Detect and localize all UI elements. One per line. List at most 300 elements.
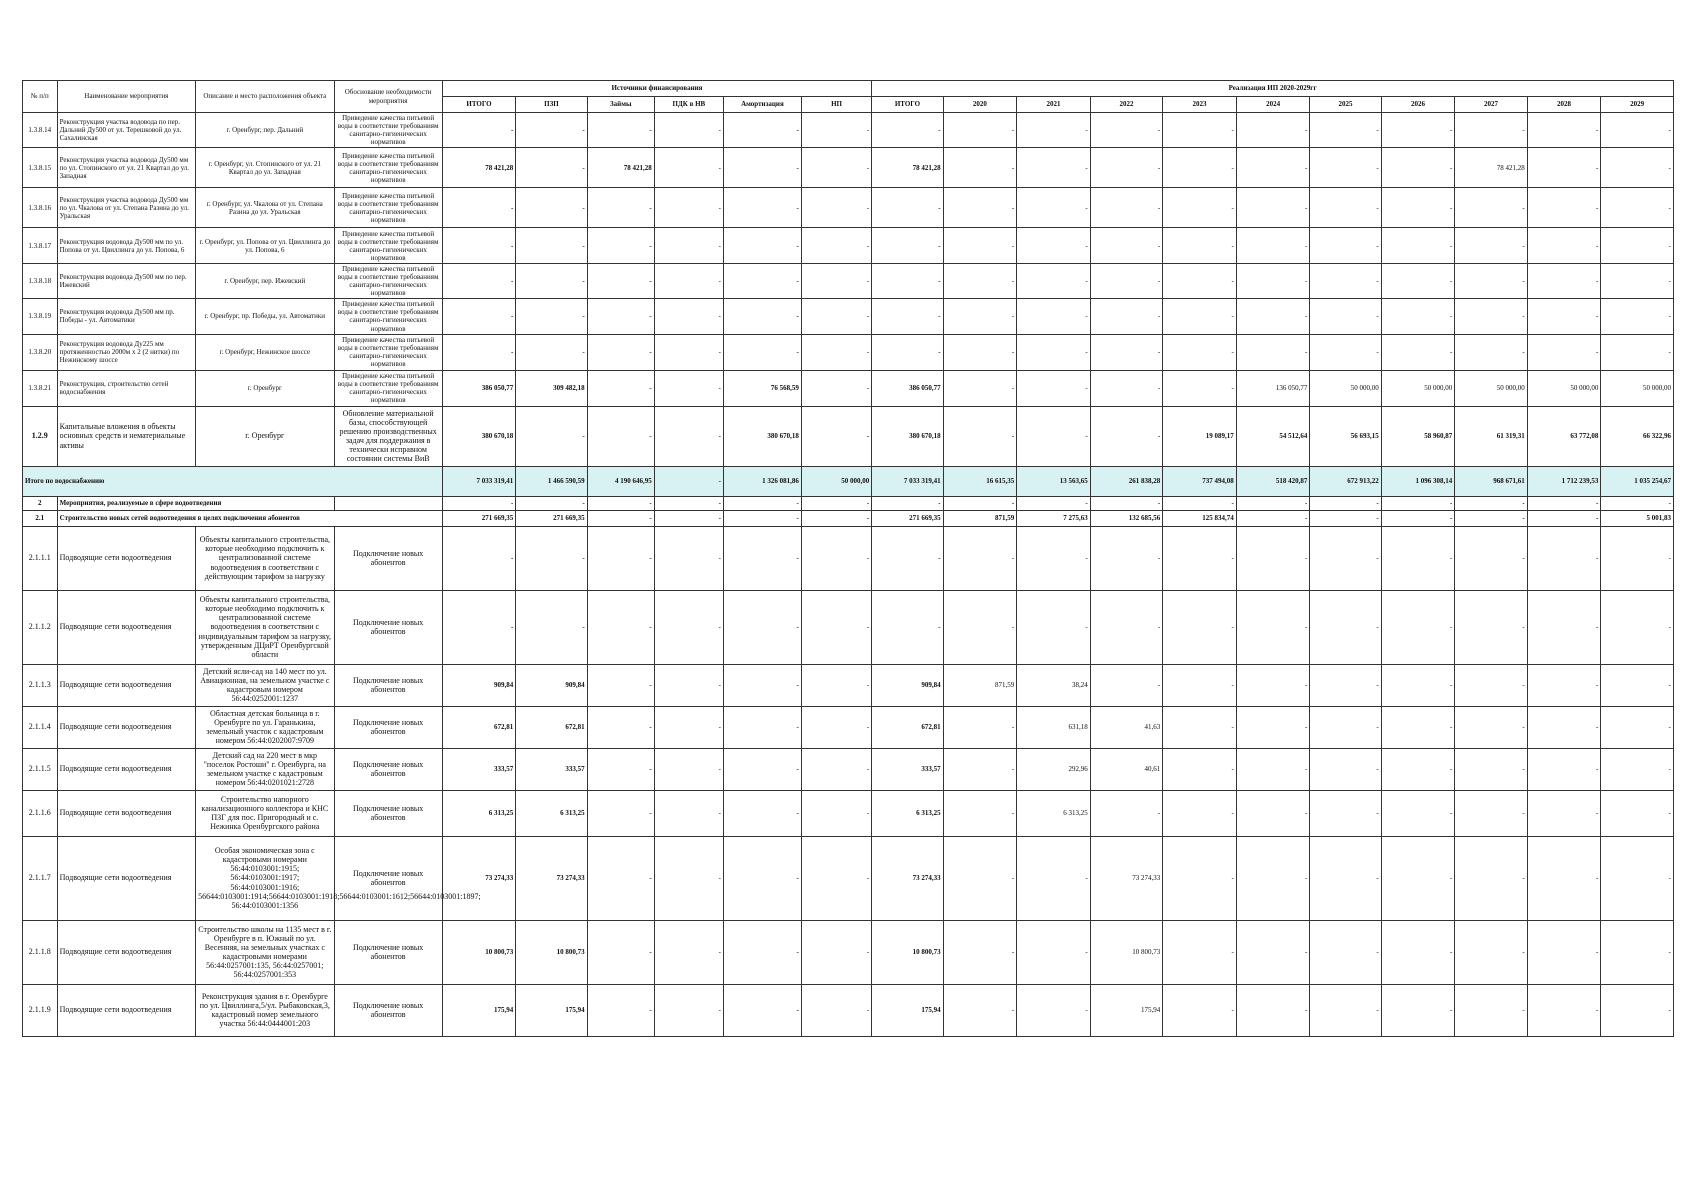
source-value-5: - [801, 984, 871, 1036]
year-value-4: - [1163, 590, 1237, 664]
year-value-5: - [1236, 984, 1310, 1036]
row-number: 2.1.1.8 [23, 920, 58, 984]
source-value-3: - [654, 836, 723, 920]
year-value-10: 50 000,00 [1601, 370, 1674, 406]
year-value-10: - [1601, 496, 1674, 510]
year-value-7: - [1381, 334, 1455, 370]
source-value-5: - [801, 664, 871, 706]
year-value-6: - [1310, 510, 1381, 526]
year-value-7: - [1381, 113, 1455, 148]
measure-justification: Подключение новых абонентов [334, 748, 442, 790]
source-value-4: - [723, 920, 801, 984]
year-value-1: - [943, 113, 1017, 148]
row-number: 1.3.8.14 [23, 113, 58, 148]
year-value-2: - [1017, 984, 1091, 1036]
year-value-1: - [943, 370, 1017, 406]
table-row [23, 984, 1674, 1036]
total-label: Итого по водоснабжению [23, 466, 443, 496]
source-value-2: - [587, 706, 654, 748]
year-value-4: - [1163, 334, 1237, 370]
measure-name: Подводящие сети водоотведения [57, 526, 195, 590]
year-value-2: - [1017, 228, 1091, 264]
source-value-4: - [723, 526, 801, 590]
year-value-5: - [1236, 113, 1310, 148]
source-value-3: - [654, 113, 723, 148]
table-row [23, 748, 1674, 790]
header-year-1: 2020 [943, 97, 1017, 113]
year-value-0: - [872, 334, 943, 370]
header-year-7: 2026 [1381, 97, 1455, 113]
year-value-0: 7 033 319,41 [872, 466, 943, 496]
object-location: г. Оренбург, пер. Ижевский [196, 264, 334, 299]
source-value-1: 175,94 [516, 984, 587, 1036]
year-value-1: - [943, 264, 1017, 299]
source-value-4: - [723, 113, 801, 148]
year-value-8: - [1455, 790, 1527, 836]
year-value-5: 54 512,64 [1236, 406, 1310, 466]
year-value-8: - [1455, 526, 1527, 590]
year-value-2: 292,96 [1017, 748, 1091, 790]
source-value-4: 380 670,18 [723, 406, 801, 466]
measure-justification: Приведение качества питьевой воды в соответствие требованиям санитарно-гигиенических нормативов [334, 188, 442, 228]
measure-justification: Обновление материальной базы, способствующей решению производственных задач для поддержания в технически исправном состоянии системы ВиВ [334, 406, 442, 466]
year-value-4: 737 494,08 [1163, 466, 1237, 496]
year-value-8: - [1455, 299, 1527, 334]
year-value-1: 871,59 [943, 664, 1017, 706]
year-value-4: - [1163, 188, 1237, 228]
header-implementation-group: Реализация ИП 2020-2029гг [872, 81, 1674, 97]
year-value-0: 333,57 [872, 748, 943, 790]
object-location: г. Оренбург, ул. Чкалова от ул. Степана Разина до ул. Уральская [196, 188, 334, 228]
year-value-1: - [943, 148, 1017, 188]
year-value-0: 78 421,28 [872, 148, 943, 188]
year-value-3: 73 274,33 [1090, 836, 1162, 920]
source-value-5: - [801, 526, 871, 590]
source-value-1: - [516, 526, 587, 590]
table-row [23, 510, 1674, 526]
year-value-1: - [943, 228, 1017, 264]
row-number: 2.1 [23, 510, 58, 526]
measure-justification: Приведение качества питьевой воды в соответствие требованиям санитарно-гигиенических нормативов [334, 113, 442, 148]
year-value-0: 672,81 [872, 706, 943, 748]
measure-justification: Подключение новых абонентов [334, 526, 442, 590]
source-value-2: - [587, 790, 654, 836]
year-value-2: 631,18 [1017, 706, 1091, 748]
measure-name: Подводящие сети водоотведения [57, 590, 195, 664]
year-value-0: - [872, 113, 943, 148]
source-value-4: - [723, 590, 801, 664]
source-value-1: - [516, 590, 587, 664]
year-value-10: 66 322,96 [1601, 406, 1674, 466]
header-year-2: 2021 [1017, 97, 1091, 113]
measure-name: Реконструкция водовода Ду500 мм по ул. Попова от ул. Цвиллинга до ул. Попова, 6 [57, 228, 195, 264]
year-value-6: - [1310, 706, 1381, 748]
year-value-5: 136 050,77 [1236, 370, 1310, 406]
source-value-5: - [801, 264, 871, 299]
year-value-5: - [1236, 706, 1310, 748]
year-value-5: - [1236, 790, 1310, 836]
year-value-9: - [1527, 790, 1601, 836]
year-value-5: - [1236, 148, 1310, 188]
row-number: 1.3.8.17 [23, 228, 58, 264]
source-value-2: - [587, 334, 654, 370]
year-value-9: 63 772,08 [1527, 406, 1601, 466]
year-value-7: 50 000,00 [1381, 370, 1455, 406]
year-value-7: - [1381, 836, 1455, 920]
source-value-2: - [587, 510, 654, 526]
row-number: 1.3.8.18 [23, 264, 58, 299]
source-value-2: - [587, 264, 654, 299]
year-value-0: - [872, 590, 943, 664]
source-value-3: - [654, 466, 723, 496]
year-value-0: - [872, 264, 943, 299]
year-value-10: - [1601, 920, 1674, 984]
year-value-7: 1 096 308,14 [1381, 466, 1455, 496]
year-value-3: - [1090, 496, 1162, 510]
source-value-0: - [442, 113, 516, 148]
source-value-2: - [587, 496, 654, 510]
source-value-4: - [723, 510, 801, 526]
year-value-0: - [872, 188, 943, 228]
year-value-7: - [1381, 526, 1455, 590]
source-value-0: 7 033 319,41 [442, 466, 516, 496]
source-value-3: - [654, 526, 723, 590]
year-value-0: - [872, 496, 943, 510]
year-value-1: - [943, 526, 1017, 590]
object-location: г. Оренбург [196, 406, 334, 466]
row-number: 1.2.9 [23, 406, 58, 466]
year-value-2: - [1017, 334, 1091, 370]
source-value-1: - [516, 228, 587, 264]
year-value-2: - [1017, 496, 1091, 510]
source-value-1: 909,84 [516, 664, 587, 706]
object-location: Областная детская больница в г. Оренбурге по ул. Гаранькина, земельный участок с кадастровым номером 56:44:0202007:9709 [196, 706, 334, 748]
year-value-2: - [1017, 188, 1091, 228]
measure-justification: Подключение новых абонентов [334, 790, 442, 836]
year-value-9: - [1527, 984, 1601, 1036]
measure-name: Реконструкция участка водовода по пер. Дальний Ду500 от ул. Терешковой до ул. Сахалинская [57, 113, 195, 148]
table-row [23, 920, 1674, 984]
year-value-3: 40,61 [1090, 748, 1162, 790]
table-row [23, 706, 1674, 748]
source-value-4: - [723, 299, 801, 334]
measure-name: Подводящие сети водоотведения [57, 664, 195, 706]
year-value-9: - [1527, 228, 1601, 264]
source-value-0: - [442, 526, 516, 590]
year-value-6: - [1310, 299, 1381, 334]
year-value-0: - [872, 228, 943, 264]
header-name: Наименование мероприятия [57, 81, 195, 113]
year-value-10: 5 001,83 [1601, 510, 1674, 526]
measure-justification: Подключение новых абонентов [334, 664, 442, 706]
source-value-5: - [801, 370, 871, 406]
object-location: Строительство школы на 1135 мест в г. Оренбурге в п. Южный по ул. Весенняя, на земельных участках с кадастровыми номерами 56:44:0257001:135, 56:44:0257001; 56:44:0257001:353 [196, 920, 334, 984]
object-location: г. Оренбург, Нежинское шоссе [196, 334, 334, 370]
year-value-7: - [1381, 920, 1455, 984]
source-value-0: 271 669,35 [442, 510, 516, 526]
measure-name: Подводящие сети водоотведения [57, 984, 195, 1036]
year-value-8: 50 000,00 [1455, 370, 1527, 406]
year-value-0: 175,94 [872, 984, 943, 1036]
header-num: № п/п [23, 81, 58, 113]
year-value-5: - [1236, 526, 1310, 590]
source-value-2: 4 190 646,95 [587, 466, 654, 496]
year-value-6: - [1310, 748, 1381, 790]
year-value-0: 10 800,73 [872, 920, 943, 984]
year-value-8: - [1455, 113, 1527, 148]
year-value-0: 386 050,77 [872, 370, 943, 406]
year-value-4: - [1163, 264, 1237, 299]
year-value-7: - [1381, 228, 1455, 264]
source-value-4: - [723, 748, 801, 790]
year-value-8: 968 671,61 [1455, 466, 1527, 496]
source-value-3: - [654, 664, 723, 706]
year-value-5: - [1236, 228, 1310, 264]
year-value-8: - [1455, 496, 1527, 510]
object-location: г. Оренбург, пер. Дальний [196, 113, 334, 148]
source-value-5: - [801, 920, 871, 984]
section-label: Строительство новых сетей водоотведения в целях подключения абонентов [57, 510, 442, 526]
year-value-6: 50 000,00 [1310, 370, 1381, 406]
year-value-7: - [1381, 664, 1455, 706]
source-value-3: - [654, 264, 723, 299]
table-row [23, 496, 1674, 510]
year-value-7: - [1381, 590, 1455, 664]
source-value-5: - [801, 510, 871, 526]
year-value-10: - [1601, 264, 1674, 299]
year-value-6: - [1310, 113, 1381, 148]
year-value-4: - [1163, 526, 1237, 590]
measure-justification: Подключение новых абонентов [334, 590, 442, 664]
year-value-3: - [1090, 113, 1162, 148]
source-value-0: - [442, 299, 516, 334]
year-value-1: - [943, 790, 1017, 836]
year-value-6: - [1310, 334, 1381, 370]
year-value-3: - [1090, 264, 1162, 299]
row-number: 2.1.1.4 [23, 706, 58, 748]
source-value-1: 309 482,18 [516, 370, 587, 406]
year-value-9: - [1527, 264, 1601, 299]
year-value-10: - [1601, 188, 1674, 228]
source-value-3: - [654, 496, 723, 510]
year-value-10: - [1601, 984, 1674, 1036]
year-value-10: - [1601, 526, 1674, 590]
measure-name: Подводящие сети водоотведения [57, 790, 195, 836]
source-value-1: - [516, 148, 587, 188]
year-value-5: 518 420,87 [1236, 466, 1310, 496]
year-value-3: - [1090, 299, 1162, 334]
year-value-4: - [1163, 984, 1237, 1036]
source-value-4: - [723, 836, 801, 920]
source-value-4: - [723, 188, 801, 228]
source-value-3: - [654, 334, 723, 370]
header-year-4: 2023 [1163, 97, 1237, 113]
year-value-2: - [1017, 370, 1091, 406]
measure-name: Реконструкция водовода Ду225 мм протяженностью 2000м х 2 (2 нитки) по Нежинскому шоссе [57, 334, 195, 370]
row-number: 2.1.1.6 [23, 790, 58, 836]
year-value-2: - [1017, 148, 1091, 188]
row-number: 2 [23, 496, 58, 510]
header-year-6: 2025 [1310, 97, 1381, 113]
year-value-3: - [1090, 664, 1162, 706]
object-location: Особая экономическая зона с кадастровыми номерами 56:44:0103001:1915; 56:44:0103001:1917; 56:44:0103001:1916; 56644:0103001:1914;56644:0103001:1918;56644:0103001:1612;56644:0103001:1897; 56:44:0103001:1356 [196, 836, 334, 920]
row-number: 2.1.1.2 [23, 590, 58, 664]
source-value-2: - [587, 748, 654, 790]
year-value-4: - [1163, 299, 1237, 334]
header-sources-group: Источники финансирования [442, 81, 872, 97]
year-value-3: - [1090, 790, 1162, 836]
source-value-0: 909,84 [442, 664, 516, 706]
year-value-2: 13 563,65 [1017, 466, 1091, 496]
year-value-6: - [1310, 264, 1381, 299]
source-value-3: - [654, 406, 723, 466]
year-value-5: - [1236, 299, 1310, 334]
source-value-4: - [723, 334, 801, 370]
source-value-0: - [442, 496, 516, 510]
header-year-3: 2022 [1090, 97, 1162, 113]
year-value-4: - [1163, 706, 1237, 748]
header-source-2: Займы [587, 97, 654, 113]
year-value-3: 10 800,73 [1090, 920, 1162, 984]
object-location: г. Оренбург, ул. Стопинского от ул. 21 Квартал до ул. Западная [196, 148, 334, 188]
header-source-5: НП [801, 97, 871, 113]
row-number: 1.3.8.16 [23, 188, 58, 228]
year-value-9: - [1527, 836, 1601, 920]
year-value-6: - [1310, 590, 1381, 664]
year-value-10: - [1601, 334, 1674, 370]
source-value-4: - [723, 664, 801, 706]
year-value-0: - [872, 526, 943, 590]
year-value-2: - [1017, 836, 1091, 920]
year-value-7: - [1381, 790, 1455, 836]
year-value-4: - [1163, 748, 1237, 790]
year-value-6: - [1310, 790, 1381, 836]
source-value-0: 386 050,77 [442, 370, 516, 406]
year-value-4: 125 834,74 [1163, 510, 1237, 526]
year-value-10: - [1601, 148, 1674, 188]
year-value-4: 19 089,17 [1163, 406, 1237, 466]
measure-name: Реконструкция участка водовода Ду500 мм по ул. Стопинского от ул. 21 Квартал до ул. Западная [57, 148, 195, 188]
source-value-3: - [654, 370, 723, 406]
year-value-3: - [1090, 370, 1162, 406]
source-value-1: 10 800,73 [516, 920, 587, 984]
source-value-0: 380 670,18 [442, 406, 516, 466]
year-value-8: - [1455, 984, 1527, 1036]
year-value-9: - [1527, 664, 1601, 706]
year-value-4: - [1163, 836, 1237, 920]
year-value-9: - [1527, 590, 1601, 664]
year-value-0: 271 669,35 [872, 510, 943, 526]
measure-name: Подводящие сети водоотведения [57, 706, 195, 748]
investment-program-table [22, 80, 1674, 1037]
source-value-0: 333,57 [442, 748, 516, 790]
source-value-0: - [442, 590, 516, 664]
measure-justification: Подключение новых абонентов [334, 984, 442, 1036]
source-value-4: - [723, 148, 801, 188]
year-value-8: - [1455, 228, 1527, 264]
year-value-0: 73 274,33 [872, 836, 943, 920]
year-value-9: - [1527, 334, 1601, 370]
table-row [23, 188, 1674, 228]
measure-justification: Приведение качества питьевой воды в соответствие требованиям санитарно-гигиенических нормативов [334, 228, 442, 264]
source-value-5: - [801, 836, 871, 920]
table-row [23, 664, 1674, 706]
header-justification: Обоснование необходимости мероприятия [334, 81, 442, 113]
source-value-4: - [723, 264, 801, 299]
object-location: Строительство напорного канализационного коллектора и КНС ПЗГ для пос. Пригородный и с. Нежинка Оренбургского района [196, 790, 334, 836]
source-value-3: - [654, 706, 723, 748]
year-value-3: - [1090, 334, 1162, 370]
source-value-2: - [587, 113, 654, 148]
header-year-0: ИТОГО [872, 97, 943, 113]
table-row [23, 299, 1674, 334]
year-value-9: - [1527, 706, 1601, 748]
row-number: 1.3.8.20 [23, 334, 58, 370]
source-value-5: - [801, 406, 871, 466]
year-value-8: - [1455, 836, 1527, 920]
year-value-2: - [1017, 526, 1091, 590]
source-value-0: - [442, 228, 516, 264]
year-value-2: 7 275,63 [1017, 510, 1091, 526]
year-value-2: - [1017, 113, 1091, 148]
year-value-9: - [1527, 748, 1601, 790]
source-value-4: - [723, 228, 801, 264]
source-value-2: - [587, 370, 654, 406]
year-value-2: - [1017, 920, 1091, 984]
source-value-3: - [654, 228, 723, 264]
year-value-9: - [1527, 526, 1601, 590]
source-value-1: - [516, 299, 587, 334]
source-value-3: - [654, 510, 723, 526]
source-value-3: - [654, 590, 723, 664]
measure-justification: Подключение новых абонентов [334, 706, 442, 748]
year-value-8: - [1455, 334, 1527, 370]
source-value-5: - [801, 748, 871, 790]
table-row [23, 836, 1674, 920]
source-value-4: 1 326 081,86 [723, 466, 801, 496]
source-value-1: 333,57 [516, 748, 587, 790]
year-value-8: 78 421,28 [1455, 148, 1527, 188]
year-value-6: - [1310, 984, 1381, 1036]
year-value-8: 61 319,31 [1455, 406, 1527, 466]
year-value-10: - [1601, 590, 1674, 664]
source-value-0: 78 421,28 [442, 148, 516, 188]
year-value-1: 871,59 [943, 510, 1017, 526]
year-value-4: - [1163, 664, 1237, 706]
source-value-0: 73 274,33 [442, 836, 516, 920]
year-value-6: - [1310, 496, 1381, 510]
table-row [23, 148, 1674, 188]
source-value-4: - [723, 706, 801, 748]
measure-justification: Приведение качества питьевой воды в соответствие требованиям санитарно-гигиенических нормативов [334, 334, 442, 370]
source-value-1: 6 313,25 [516, 790, 587, 836]
row-number: 1.3.8.19 [23, 299, 58, 334]
year-value-5: - [1236, 920, 1310, 984]
year-value-3: 41,63 [1090, 706, 1162, 748]
year-value-10: - [1601, 299, 1674, 334]
year-value-7: - [1381, 148, 1455, 188]
source-value-4: 76 568,59 [723, 370, 801, 406]
source-value-5: - [801, 706, 871, 748]
header-source-4: Амортизация [723, 97, 801, 113]
year-value-2: 38,24 [1017, 664, 1091, 706]
source-value-2: - [587, 590, 654, 664]
year-value-6: 56 693,15 [1310, 406, 1381, 466]
measure-name: Реконструкция водовода Ду500 мм по пер. Ижевский [57, 264, 195, 299]
year-value-3: - [1090, 228, 1162, 264]
table-row [23, 406, 1674, 466]
year-value-10: - [1601, 664, 1674, 706]
